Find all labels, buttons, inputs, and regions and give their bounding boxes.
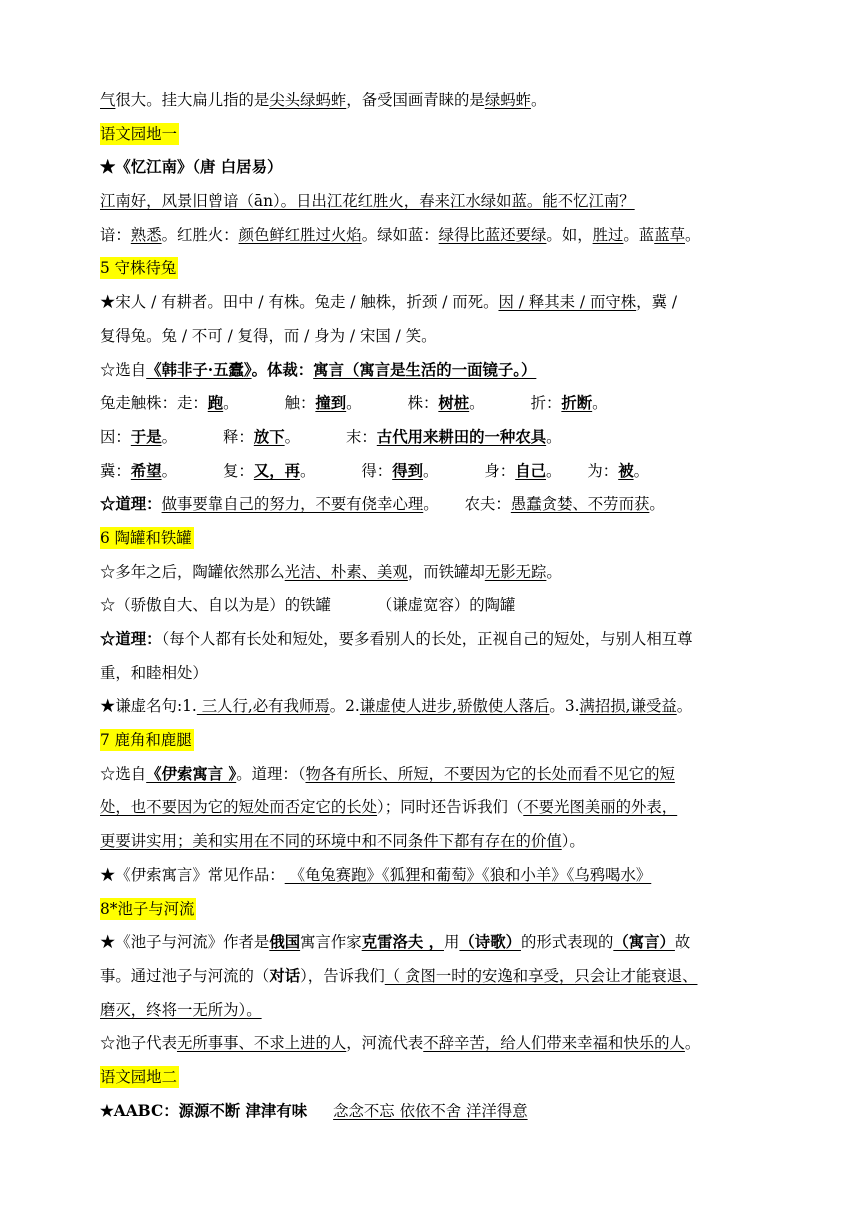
text-span: 。蓝 xyxy=(623,225,655,244)
text-span: 寓言作家 xyxy=(300,933,362,952)
highlighted-heading xyxy=(100,729,194,751)
underlined-answer: 谦虚使人进步,骄傲使人落后 xyxy=(359,697,550,716)
text-span: 。 xyxy=(161,427,177,446)
text-span: ★《池子与河流》作者是 xyxy=(100,933,270,952)
underlined-answer: 更要讲实用；美和实用在不同的环境中和不同条件下都有存在的价值 xyxy=(100,832,562,851)
text-span: 。道理：（ xyxy=(236,764,306,783)
underlined-answer: 颜色鲜红胜过火焰 xyxy=(238,225,362,244)
underlined-answer: 自己 xyxy=(515,461,546,480)
highlighted-heading xyxy=(100,527,194,549)
text-span: 。 xyxy=(546,562,562,581)
text-line xyxy=(100,421,765,455)
text-span: 。 xyxy=(545,461,562,480)
text-line xyxy=(100,84,765,118)
text-line xyxy=(100,455,765,489)
underlined-answer: 希望 xyxy=(130,461,162,480)
text-span: 用 xyxy=(444,933,460,952)
text-span: ，备受国画青睐的是 xyxy=(346,91,485,109)
text-line xyxy=(100,354,765,388)
text-span: 。 xyxy=(346,394,362,413)
underlined-answer: 无所事事、不求上进的人 xyxy=(176,1034,347,1053)
text-line xyxy=(100,926,765,960)
underlined-answer: 念念不忘 依依不舍 洋洋得意 xyxy=(333,1101,528,1120)
section-heading xyxy=(100,522,765,556)
section-heading xyxy=(100,1061,765,1095)
text-line xyxy=(100,151,765,185)
underlined-answer: 俄国 xyxy=(269,933,301,952)
underlined-answer: 无影无踪 xyxy=(484,562,547,581)
text-span: ）。 xyxy=(561,832,585,851)
underlined-answer: 处，也不要因为它的短处而否定它的长处 xyxy=(100,798,378,817)
text-line xyxy=(100,219,765,253)
underlined-answer: 树桩 xyxy=(438,394,470,413)
text-span: ☆选自 xyxy=(100,360,147,379)
text-line xyxy=(100,791,765,825)
underlined-answer: 古代用来耕田的一种农具 xyxy=(376,427,547,446)
text-span: 事。通过池子与河流的（ xyxy=(100,966,270,985)
text-span: （每个人都有长处和短处，要多看别人的长处，正视自己的短处，与别人相互尊 xyxy=(161,630,693,648)
text-span: 冀： xyxy=(100,461,131,480)
text-span: 末： xyxy=(346,427,377,446)
text-span: 。 xyxy=(422,461,439,480)
text-span: 。 xyxy=(469,394,485,413)
text-span: 。 xyxy=(546,427,562,446)
text-span: 的形式表现的 xyxy=(520,933,614,952)
text-span: 语文园地一 xyxy=(100,124,177,143)
text-span: 。 xyxy=(684,1034,701,1053)
underlined-answer: （诗歌） xyxy=(459,933,521,952)
text-line xyxy=(100,1095,765,1129)
text-span: ★《忆江南》（唐 白居易） xyxy=(100,158,283,177)
underlined-answer: 愚蠢贪婪、不劳而获 xyxy=(510,495,650,514)
highlighted-heading xyxy=(100,898,196,920)
text-line xyxy=(100,994,765,1028)
text-span: ）；同时还告诉我们（ xyxy=(377,798,524,817)
text-line xyxy=(100,1027,765,1061)
underlined-answer: 气 xyxy=(100,91,116,109)
text-span: 语文园地二 xyxy=(100,1067,177,1086)
text-span: 为： xyxy=(587,461,619,480)
text-span: 。红胜火： xyxy=(161,225,239,244)
text-line xyxy=(100,488,765,522)
document-page xyxy=(100,84,765,1128)
underlined-answer: 放下 xyxy=(253,427,285,446)
section-heading xyxy=(100,118,765,152)
text-line xyxy=(100,960,765,994)
text-line xyxy=(100,859,765,893)
underlined-answer: 被 xyxy=(618,461,634,480)
underlined-answer: 不辞辛苦，给人们带来幸福和快乐的人 xyxy=(423,1034,685,1053)
text-span: ，冀 / xyxy=(636,293,678,312)
text-line xyxy=(100,657,765,691)
text-span: ☆多年之后，陶罐依然那么 xyxy=(100,562,285,581)
text-span: 谙： xyxy=(100,225,131,244)
text-span: 复得兔。兔 / 不可 / 复得，而 / 身为 / 宋国 / 笑。 xyxy=(100,326,437,345)
text-span: 。绿如蓝： xyxy=(361,225,439,244)
text-span: 。 xyxy=(649,495,665,514)
underlined-answer: 撞到 xyxy=(315,394,347,413)
text-span: ☆选自 xyxy=(100,764,147,783)
text-span: 。 xyxy=(531,91,547,109)
text-line xyxy=(100,825,765,859)
text-span: 对话 xyxy=(269,966,301,985)
underlined-answer: 《韩非子·五蠹》 xyxy=(146,360,252,379)
text-span: 。 xyxy=(685,225,701,244)
text-span: 复： xyxy=(223,461,254,480)
underlined-answer: 于是 xyxy=(130,427,162,446)
text-span: 。体裁： xyxy=(251,360,314,379)
text-span: 。 xyxy=(676,697,693,716)
text-span: 8*池子与河流 xyxy=(100,899,195,918)
underlined-answer: 绿得比蓝还要绿 xyxy=(438,225,547,244)
section-heading xyxy=(100,893,765,927)
underlined-answer: 磨灭，终将一无所为）。 xyxy=(100,1000,262,1019)
text-span: 5 守株待兔 xyxy=(100,259,177,278)
section-heading xyxy=(100,252,765,286)
text-line xyxy=(100,387,765,421)
text-span: ★谦虚名句:1. xyxy=(100,697,197,716)
text-span: 。如， xyxy=(546,225,593,244)
text-span: 。 xyxy=(161,461,177,480)
text-span: 农夫： xyxy=(464,495,511,514)
text-line xyxy=(100,758,765,792)
text-span: 。2. xyxy=(329,697,360,716)
underlined-answer: 折断 xyxy=(561,394,593,413)
highlighted-heading xyxy=(100,123,179,145)
text-span: 故 xyxy=(674,933,691,952)
text-span: ☆池子代表 xyxy=(100,1034,177,1053)
underlined-answer: 又，再 xyxy=(253,461,300,480)
text-span: ☆（骄傲自大、自以为是）的铁罐 xyxy=(100,596,331,615)
underlined-answer: 克雷洛夫 ， xyxy=(361,933,444,952)
underlined-answer: 江南好，风景旧曾谙（ān）。日出江花红胜火，春来江水绿如蓝。能不忆江南？ xyxy=(100,192,635,211)
text-span: 。3. xyxy=(549,697,580,716)
text-span: 身： xyxy=(484,461,516,480)
text-span: ★《伊索寓言》常见作品： xyxy=(100,865,285,884)
section-heading xyxy=(100,724,765,758)
text-span: ），告诉我们 xyxy=(300,966,385,985)
text-line xyxy=(100,690,765,724)
highlighted-heading xyxy=(100,257,178,279)
text-span: ，而铁罐却 xyxy=(407,562,485,581)
text-span: （谦虚宽容）的陶罐 xyxy=(376,596,516,615)
underlined-answer: 跑 xyxy=(207,394,224,413)
text-span: 。 xyxy=(633,461,649,480)
underlined-answer: 满招损,谦受益 xyxy=(579,697,677,716)
text-span: 重，和睦相处） xyxy=(100,663,208,682)
text-span: 7 鹿角和鹿腿 xyxy=(100,731,192,750)
text-span: 6 陶罐和铁罐 xyxy=(100,528,192,547)
text-span: ★宋人 / 有耕者。田中 / 有株。兔走 / 触株，折颈 / 而死。 xyxy=(100,293,499,312)
text-line xyxy=(100,320,765,354)
text-span: 株： xyxy=(407,394,439,413)
underlined-answer: 不要光图美丽的外表， xyxy=(523,798,678,817)
underlined-answer: 做事要靠自己的努力，不要有侥幸心理 xyxy=(161,495,424,514)
underlined-answer: 物各有所长、所短，不要因为它的长处而看不见它的短 xyxy=(305,764,675,783)
text-span: ★AABC：源源不断 津津有味 xyxy=(100,1101,308,1120)
underlined-answer: （寓言） xyxy=(613,933,675,952)
underlined-answer: 绿蚂蚱 xyxy=(484,91,532,109)
text-span: 。 xyxy=(299,461,316,480)
text-span: ☆道理： xyxy=(100,630,162,648)
underlined-answer: 三人行,必有我师焉 xyxy=(196,697,330,716)
text-line xyxy=(100,623,765,657)
underlined-answer: 胜过 xyxy=(592,225,624,244)
text-span: 折： xyxy=(530,394,562,413)
text-line xyxy=(100,589,765,623)
underlined-answer: 寓言（寓言是生活的一面镜子。） xyxy=(313,360,537,379)
underlined-answer: 熟悉 xyxy=(130,225,162,244)
underlined-answer: （ 贪图一时的安逸和享受，只会让才能衰退、 xyxy=(384,966,698,985)
text-span: 很大。挂大扁儿指的是 xyxy=(115,91,270,109)
highlighted-heading xyxy=(100,1066,179,1088)
underlined-answer: 蓝草 xyxy=(654,225,685,244)
underlined-answer: 尖头绿蚂蚱 xyxy=(269,91,347,109)
text-span: 。 xyxy=(223,394,239,413)
text-line xyxy=(100,286,765,320)
text-span: 触： xyxy=(284,394,316,413)
text-span: 。 xyxy=(284,427,300,446)
text-line xyxy=(100,556,765,590)
text-span: ，河流代表 xyxy=(346,1034,424,1053)
text-span: ☆道理： xyxy=(100,495,162,514)
underlined-answer: 得到 xyxy=(392,461,423,480)
underlined-answer: 光洁、朴素、美观 xyxy=(284,562,408,581)
text-line xyxy=(100,185,765,219)
underlined-answer: 《伊索寓言 》 xyxy=(146,764,237,783)
text-span: 因： xyxy=(100,427,131,446)
text-span: 得： xyxy=(361,461,393,480)
text-span: 兔走触株：走： xyxy=(100,394,208,413)
text-span: 。 xyxy=(592,394,608,413)
underlined-answer: 《龟兔赛跑》《狐狸和葡萄》《狼和小羊》《乌鸦喝水》 xyxy=(284,865,652,884)
underlined-answer: 因 / 释其耒 / 而守株 xyxy=(498,293,637,312)
text-span: 释： xyxy=(223,427,254,446)
text-span: 。 xyxy=(423,495,439,514)
